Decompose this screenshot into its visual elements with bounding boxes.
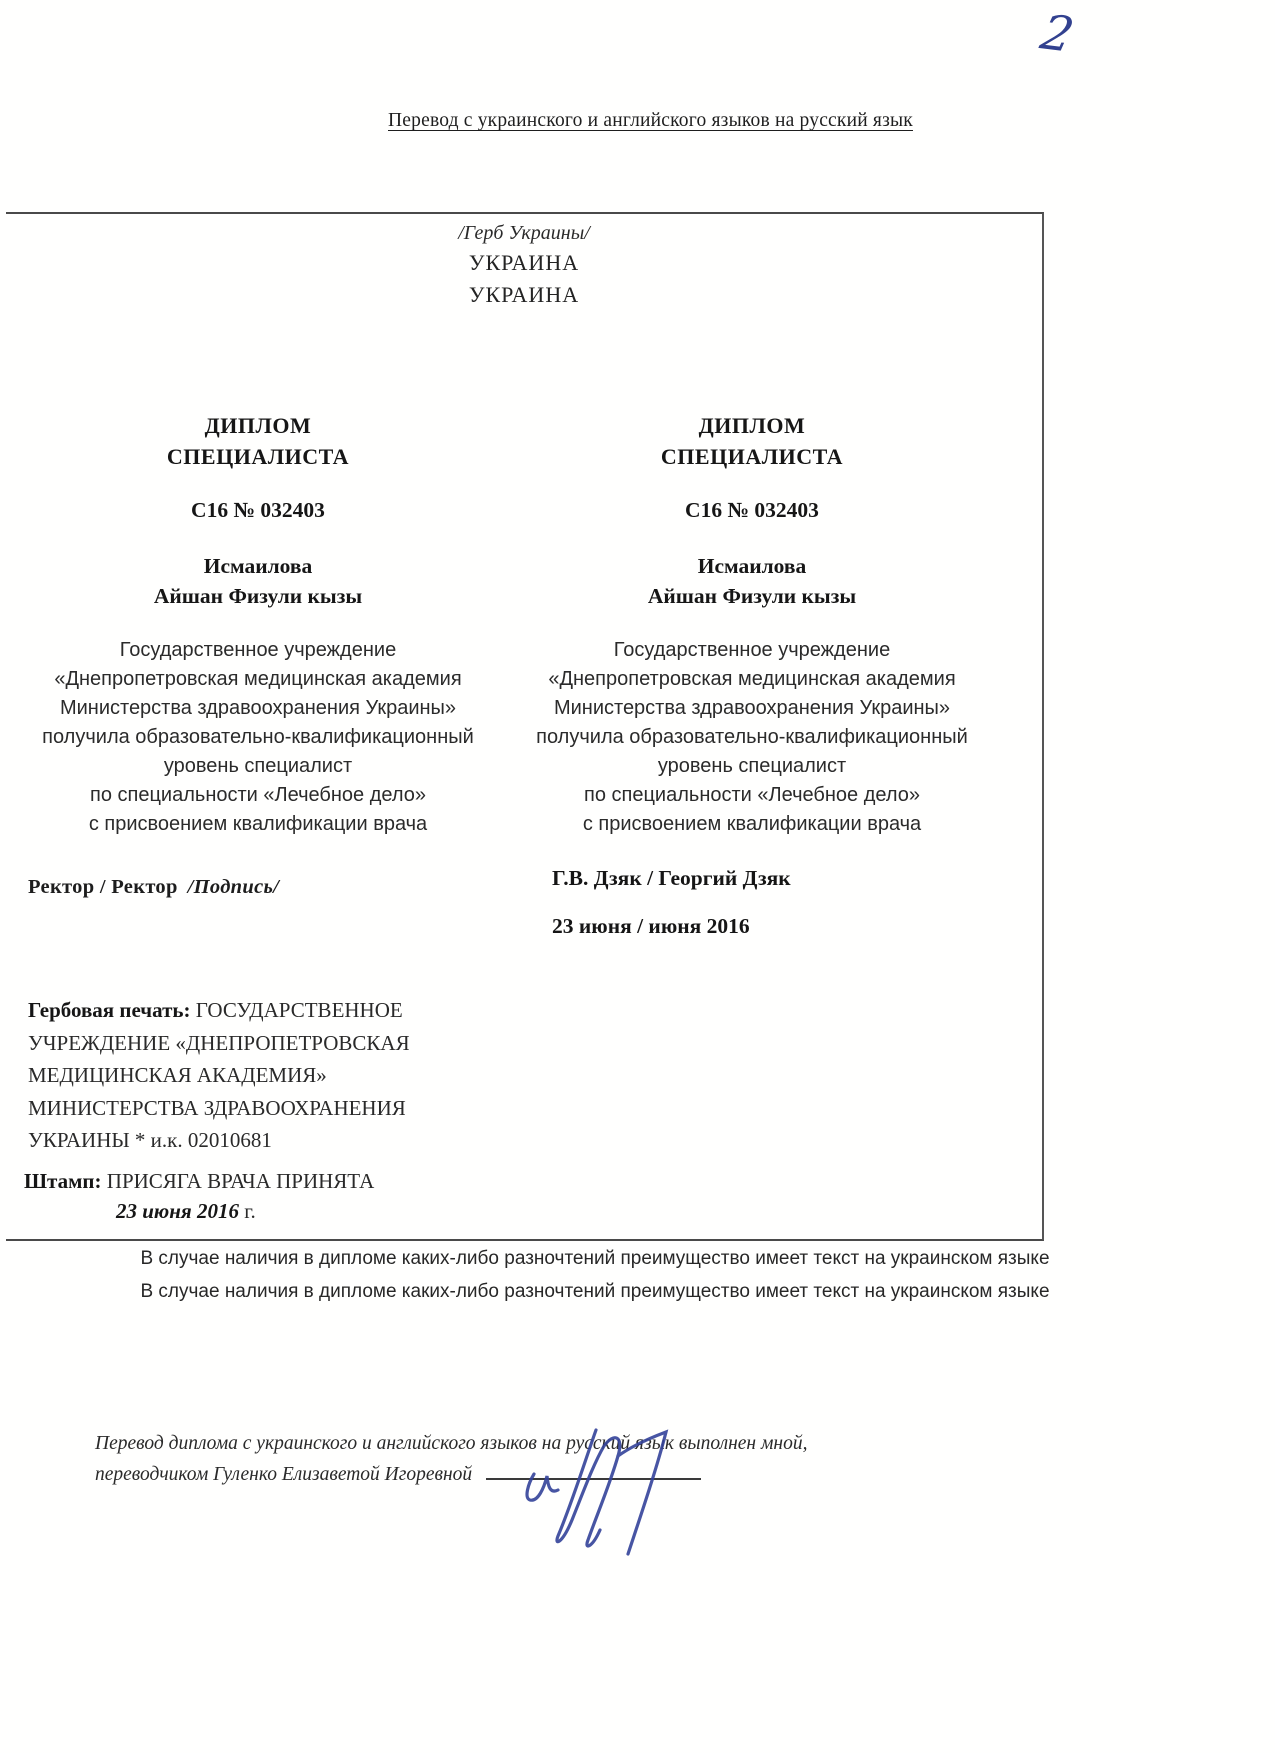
diploma-column-right: [522, 410, 982, 839]
seal-transcription: [28, 994, 473, 1157]
translator-signature: [500, 1408, 710, 1568]
seal-line: УЧРЕЖДЕНИЕ «ДНЕПРОПЕТРОВСКАЯ: [28, 1030, 410, 1055]
rector-name: Г.В. Дзяк / Георгий Дзяк: [552, 866, 791, 890]
seal-line1-rest: ГОСУДАРСТВЕННОЕ: [190, 998, 403, 1022]
translator-name-text: переводчиком Гуленко Елизаветой Игоревной: [95, 1464, 473, 1485]
diploma-title-line1: ДИПЛОМ: [204, 413, 312, 438]
seal-line: МИНИСТЕРСТВА ЗДРАВООХРАНЕНИЯ: [28, 1095, 406, 1120]
stamp-date-line: [116, 1196, 374, 1226]
holder-surname: Исмаилова: [697, 554, 807, 578]
seal-line: УКРАИНЫ * и.к. 02010681: [28, 1128, 272, 1152]
diploma-body-text: [28, 636, 488, 839]
diploma-title: [522, 410, 982, 472]
body-line: с присвоением квалификации врача: [88, 813, 428, 835]
body-line: получила образовательно-квалификационный: [42, 726, 474, 748]
diploma-holder-name: [28, 551, 488, 611]
handwritten-page-number: 2: [1035, 4, 1079, 64]
stamp-date-suffix: г.: [239, 1199, 256, 1223]
body-line: Министерства здравоохранения Украины»: [59, 697, 457, 719]
body-line: Государственное учреждение: [119, 639, 397, 661]
body-line: «Днепропетровская медицинская академия: [548, 668, 956, 690]
disclaimer-line-1: В случае наличия в дипломе каких-либо разночтений преимущество имеет текст на украинском языке: [140, 1248, 1050, 1269]
diploma-title-line2: СПЕЦИАЛИСТА: [660, 444, 844, 469]
country-title-line2: УКРАИНА: [468, 282, 580, 307]
stamp-date: 23 июня 2016: [116, 1199, 239, 1223]
diploma-title-line2: СПЕЦИАЛИСТА: [166, 444, 350, 469]
diploma-body-text: [522, 636, 982, 839]
translation-header-title: Перевод с украинского и английского языков на русский язык: [388, 110, 913, 131]
body-line: с присвоением квалификации врача: [582, 813, 922, 835]
diploma-column-left: [28, 410, 488, 839]
diploma-serial: С16 № 032403: [685, 498, 819, 522]
holder-given-names: Айшан Физули кызы: [153, 584, 363, 608]
body-line: уровень специалист: [163, 755, 353, 777]
seal-line: МЕДИЦИНСКАЯ АКАДЕМИЯ»: [28, 1063, 327, 1087]
translator-line-1: Перевод диплома с украинского и английского языков на русский язык выполнен мной,: [95, 1433, 808, 1454]
holder-given-names: Айшан Физули кызы: [647, 584, 857, 608]
diploma-holder-name: [522, 551, 982, 611]
body-line: уровень специалист: [657, 755, 847, 777]
body-line: по специальности «Лечебное дело»: [584, 784, 920, 806]
rector-signature-line: [28, 876, 279, 899]
stamp-transcription: [24, 1166, 374, 1226]
diploma-serial: С16 № 032403: [191, 498, 325, 522]
body-line: «Днепропетровская медицинская академия: [54, 668, 462, 690]
seal-label: Гербовая печать:: [28, 998, 191, 1022]
coat-of-arms-note: /Герб Украины/: [458, 222, 590, 244]
issue-date: 23 июня / июня 2016: [552, 914, 750, 938]
body-line: получила образовательно-квалификационный: [536, 726, 968, 748]
stamp-label: Штамп:: [24, 1169, 102, 1193]
stamp-text: ПРИСЯГА ВРАЧА ПРИНЯТА: [101, 1169, 375, 1193]
stamp-line: [24, 1166, 374, 1196]
diploma-title-line1: ДИПЛОМ: [698, 413, 806, 438]
holder-surname: Исмаилова: [203, 554, 313, 578]
diploma-frame: [6, 212, 1044, 1241]
body-line: по специальности «Лечебное дело»: [90, 784, 426, 806]
body-line: Министерства здравоохранения Украины»: [553, 697, 951, 719]
signature-placeholder-note: /Подпись/: [187, 876, 280, 898]
disclaimer-line-2: В случае наличия в дипломе каких-либо разночтений преимущество имеет текст на украинском языке: [140, 1281, 1050, 1302]
seal-line: [28, 994, 473, 1027]
rector-label: Ректор / Ректор: [28, 876, 178, 898]
country-title-line1: УКРАИНА: [468, 250, 580, 275]
body-line: Государственное учреждение: [613, 639, 891, 661]
diploma-title: [28, 410, 488, 472]
